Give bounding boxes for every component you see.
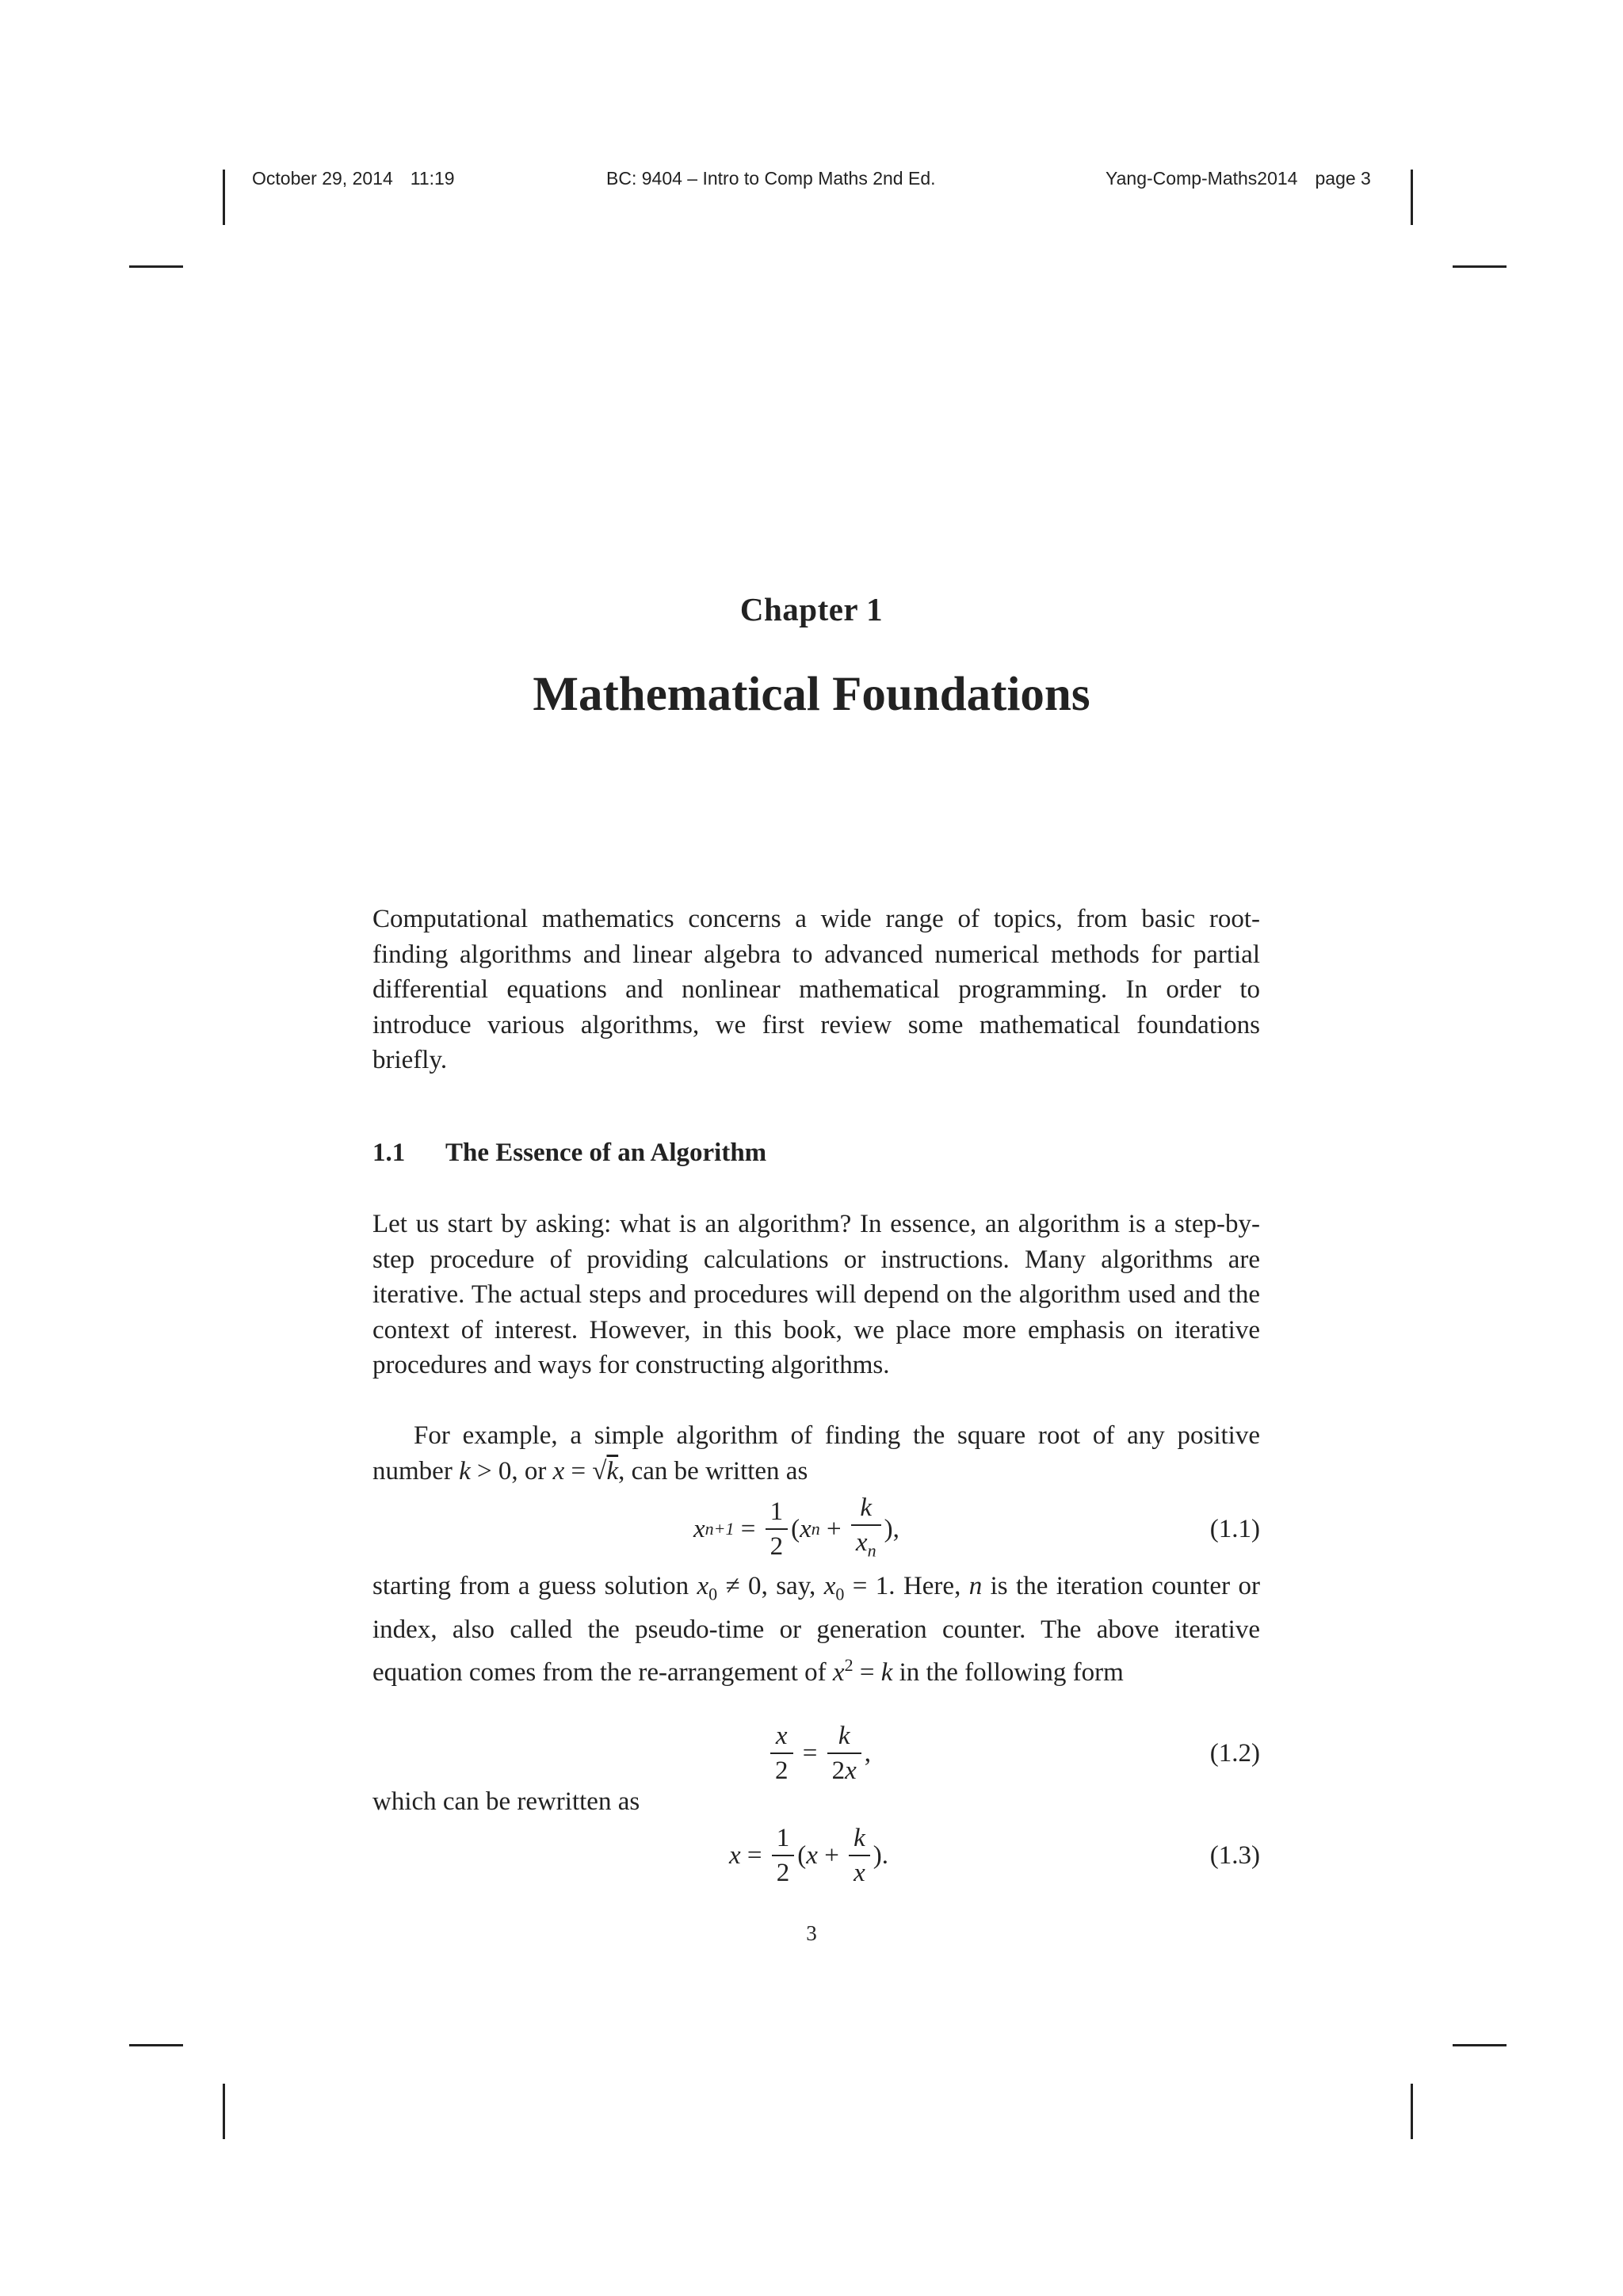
header-time: 11:19 (410, 168, 455, 189)
equation-1-1-tag: (1.1) (1209, 1514, 1260, 1543)
equation-1-1-body: x n+1 = $\frac{1}{2}$ ( x n + $\frac{k}{x_n}$ ), (693, 1489, 899, 1569)
crop-mark (1453, 265, 1507, 268)
equation-1-2-tag: (1.2) (1209, 1738, 1260, 1768)
body-paragraph-1: Let us start by asking: what is an algorithm? In essence, an algorithm is a step-by-step procedure of providing calculations or instructions. Many algorithms are iterative. The actual steps and procedures will depend on the algorithm used and the context of interest. However, in this book, we place more emphasis on iterative procedures and ways for constructing algorithms. (372, 1210, 1260, 1379)
section-number: 1.1 (372, 1138, 406, 1167)
header-file-text: Yang-Comp-Maths2014 (1106, 168, 1298, 189)
header-book: BC: 9404 – Intro to Comp Maths 2nd Ed. (606, 168, 936, 189)
chapter-title: Mathematical Foundations (533, 668, 1090, 721)
p3-text-4: is the iteration counter or index, also called the pseudo-time or generation counter. The above iterative equation comes from the re-arrangement of (372, 1572, 1260, 1687)
p3-text-2: , say, (761, 1572, 824, 1600)
crop-mark (1453, 2044, 1507, 2046)
crop-mark (129, 2044, 183, 2046)
body-paragraph-3: starting from a guess solution $x_0 \ne 0$, say, $x_0 = 1$. Here, n is the iteration counter or index, also called the pseudo-time or generation counter. The above iterative equation comes from the re-arrangement of $x^2 = k$ in the following form (372, 1572, 1260, 1687)
equation-1-3-tag: (1.3) (1209, 1840, 1260, 1870)
section-heading (372, 1138, 766, 1168)
section-title: The Essence of an Algorithm (445, 1138, 767, 1167)
p3-text-5: in the following form (892, 1657, 1124, 1687)
body-paragraph-4: which can be rewritten as (372, 1787, 640, 1816)
p2-text-1: For example, a simple algorithm of finding the square root of any positive number (372, 1421, 1260, 1486)
p3-text-1: starting from a guess solution (372, 1572, 697, 1600)
crop-mark (129, 265, 183, 268)
header-file (1106, 168, 1371, 200)
crop-mark (1411, 2084, 1413, 2139)
body-paragraph-2: For example, a simple algorithm of finding the square root of any positive number k > 0, or x = √k, can be written as (372, 1421, 1260, 1486)
header-date (252, 168, 455, 200)
page-number: 3 (806, 1921, 817, 1945)
equation-1-2-body: $\frac{x}{2}$ = $\frac{k}{2x}$ , (767, 1714, 871, 1793)
equation-1-3-body: x = $\frac{1}{2}$ ( x + $\frac{k}{x}$ ). (729, 1824, 888, 1887)
crop-mark (223, 2084, 225, 2139)
crop-mark (223, 170, 225, 225)
p2-text-2: , or (511, 1456, 553, 1486)
intro-paragraph: Computational mathematics concerns a wide range of topics, from basic root-finding algorithms and linear algebra to advanced numerical methods for partial differential equations and nonlinear mathematical programming. In order to introduce various algorithms, we first review some mathematical foundations briefly. (372, 905, 1260, 1074)
equation-1-2 (372, 1714, 1260, 1793)
crop-mark (1411, 170, 1413, 225)
math-k-positive: k (459, 1456, 471, 1486)
p3-text-3: . Here, (888, 1572, 969, 1600)
p2-text-3: , can be written as (618, 1456, 808, 1486)
equation-1-1 (372, 1489, 1260, 1569)
chapter-label: Chapter 1 (739, 591, 884, 627)
header-page: page 3 (1315, 168, 1371, 189)
equation-1-3 (372, 1816, 1260, 1895)
header-date-text: October 29, 2014 (252, 168, 393, 189)
math-x-sqrt-k: x (552, 1456, 565, 1486)
